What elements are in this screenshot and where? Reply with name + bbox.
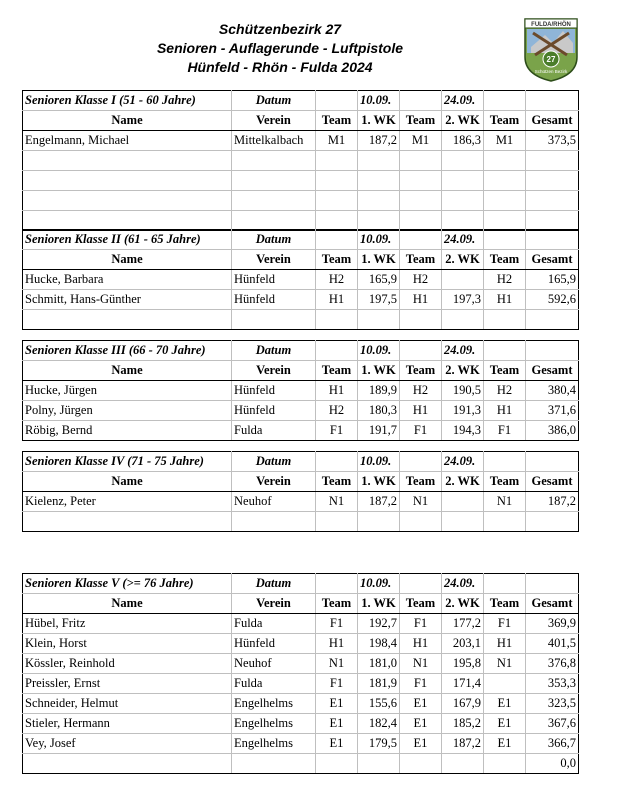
cell-wk1: 191,7 — [358, 421, 400, 441]
cell-wk2 — [442, 211, 484, 231]
col-header-wk1: 1. WK — [358, 594, 400, 614]
cell-gesamt: 376,8 — [526, 654, 579, 674]
section-title-row — [23, 574, 579, 594]
cell-team-3: H1 — [484, 634, 526, 654]
section-title: Senioren Klasse V (>= 76 Jahre) — [23, 574, 232, 594]
cell-team-1: N1 — [316, 492, 358, 512]
cell-team-3: F1 — [484, 614, 526, 634]
col-header-team: Team — [316, 361, 358, 381]
cell-verein — [232, 310, 316, 330]
cell-team-3: E1 — [484, 734, 526, 754]
cell-team-1 — [316, 211, 358, 231]
cell-team-2 — [400, 171, 442, 191]
cell-verein — [232, 151, 316, 171]
cell-team-2: H1 — [400, 634, 442, 654]
section-title-row — [23, 91, 579, 111]
blank-cell — [400, 574, 442, 594]
cell-wk2: 195,8 — [442, 654, 484, 674]
cell-gesamt: 0,0 — [526, 754, 579, 774]
cell-gesamt: 323,5 — [526, 694, 579, 714]
cell-wk1 — [358, 151, 400, 171]
blank-cell — [400, 341, 442, 361]
cell-wk1: 189,9 — [358, 381, 400, 401]
table-row — [23, 734, 579, 754]
cell-name — [23, 310, 232, 330]
column-header-row — [23, 361, 579, 381]
cell-team-3: H2 — [484, 381, 526, 401]
cell-verein: Engelhelms — [232, 694, 316, 714]
cell-team-3: N1 — [484, 492, 526, 512]
cell-wk1: 197,5 — [358, 290, 400, 310]
cell-gesamt: 366,7 — [526, 734, 579, 754]
cell-verein: Neuhof — [232, 492, 316, 512]
col-header-name: Name — [23, 594, 232, 614]
cell-verein: Hünfeld — [232, 290, 316, 310]
cell-wk2: 191,3 — [442, 401, 484, 421]
cell-gesamt: 386,0 — [526, 421, 579, 441]
cell-verein: Fulda — [232, 674, 316, 694]
cell-wk2 — [442, 754, 484, 774]
cell-verein — [232, 754, 316, 774]
cell-wk2 — [442, 151, 484, 171]
blank-cell — [484, 341, 526, 361]
cell-team-3 — [484, 512, 526, 532]
blank-cell — [400, 230, 442, 250]
blank-cell — [526, 230, 579, 250]
cell-team-1: H1 — [316, 381, 358, 401]
cell-team-3 — [484, 191, 526, 211]
col-header-wk1: 1. WK — [358, 111, 400, 131]
cell-gesamt — [526, 191, 579, 211]
blank-cell — [484, 91, 526, 111]
column-header-row — [23, 472, 579, 492]
cell-gesamt: 380,4 — [526, 381, 579, 401]
cell-wk2: 203,1 — [442, 634, 484, 654]
col-header-name: Name — [23, 111, 232, 131]
cell-gesamt — [526, 512, 579, 532]
col-header-team: Team — [484, 250, 526, 270]
cell-team-2: H2 — [400, 270, 442, 290]
cell-wk2 — [442, 171, 484, 191]
cell-team-1: H2 — [316, 401, 358, 421]
cell-team-1: F1 — [316, 614, 358, 634]
cell-name: Schneider, Helmut — [23, 694, 232, 714]
col-header-team: Team — [484, 594, 526, 614]
blank-cell — [526, 341, 579, 361]
cell-team-2: M1 — [400, 131, 442, 151]
col-header-name: Name — [23, 250, 232, 270]
cell-name: Vey, Josef — [23, 734, 232, 754]
cell-team-2: N1 — [400, 654, 442, 674]
cell-wk1: 181,9 — [358, 674, 400, 694]
blank-cell — [400, 91, 442, 111]
section-table-4 — [22, 451, 579, 532]
col-header-team: Team — [400, 594, 442, 614]
col-header-gesamt: Gesamt — [526, 594, 579, 614]
cell-gesamt — [526, 151, 579, 171]
table-row — [23, 674, 579, 694]
table-row — [23, 211, 579, 231]
col-header-wk2: 2. WK — [442, 250, 484, 270]
cell-wk2: 185,2 — [442, 714, 484, 734]
logo-number: 27 — [546, 55, 556, 64]
cell-name: Kielenz, Peter — [23, 492, 232, 512]
cell-team-3: F1 — [484, 421, 526, 441]
cell-verein — [232, 191, 316, 211]
cell-team-2 — [400, 191, 442, 211]
cell-name: Klein, Horst — [23, 634, 232, 654]
cell-gesamt — [526, 211, 579, 231]
cell-team-3 — [484, 310, 526, 330]
cell-wk2: 197,3 — [442, 290, 484, 310]
cell-team-1: E1 — [316, 714, 358, 734]
col-header-wk2: 2. WK — [442, 361, 484, 381]
cell-wk2: 167,9 — [442, 694, 484, 714]
cell-team-1: E1 — [316, 734, 358, 754]
col-header-team: Team — [400, 250, 442, 270]
section-title: Senioren Klasse II (61 - 65 Jahre) — [23, 230, 232, 250]
cell-wk2 — [442, 492, 484, 512]
cell-verein: Engelhelms — [232, 714, 316, 734]
cell-team-1: H2 — [316, 270, 358, 290]
datum-label: Datum — [232, 91, 316, 111]
blank-cell — [400, 452, 442, 472]
cell-verein: Hünfeld — [232, 401, 316, 421]
datum-label: Datum — [232, 452, 316, 472]
cell-name: Röbig, Bernd — [23, 421, 232, 441]
cell-verein — [232, 512, 316, 532]
table-row — [23, 614, 579, 634]
col-header-team: Team — [484, 472, 526, 492]
cell-name: Hübel, Fritz — [23, 614, 232, 634]
col-header-gesamt: Gesamt — [526, 250, 579, 270]
cell-gesamt — [526, 310, 579, 330]
table-row — [23, 270, 579, 290]
cell-team-3 — [484, 171, 526, 191]
col-header-gesamt: Gesamt — [526, 472, 579, 492]
cell-name: Engelmann, Michael — [23, 131, 232, 151]
cell-team-2 — [400, 754, 442, 774]
cell-verein: Fulda — [232, 614, 316, 634]
col-header-gesamt: Gesamt — [526, 361, 579, 381]
cell-gesamt: 592,6 — [526, 290, 579, 310]
cell-wk2: 171,4 — [442, 674, 484, 694]
cell-team-3 — [484, 211, 526, 231]
table-row — [23, 290, 579, 310]
cell-name — [23, 191, 232, 211]
cell-team-1: H1 — [316, 290, 358, 310]
cell-wk1 — [358, 171, 400, 191]
cell-name: Polny, Jürgen — [23, 401, 232, 421]
section-title-row — [23, 230, 579, 250]
cell-wk1: 182,4 — [358, 714, 400, 734]
cell-gesamt: 373,5 — [526, 131, 579, 151]
cell-team-3 — [484, 151, 526, 171]
table-row — [23, 512, 579, 532]
table-row — [23, 191, 579, 211]
cell-team-2: F1 — [400, 614, 442, 634]
section-title: Senioren Klasse I (51 - 60 Jahre) — [23, 91, 232, 111]
cell-wk2 — [442, 270, 484, 290]
cell-team-1 — [316, 754, 358, 774]
cell-wk1: 165,9 — [358, 270, 400, 290]
cell-wk2: 194,3 — [442, 421, 484, 441]
cell-team-3: N1 — [484, 654, 526, 674]
date-1: 10.09. — [358, 91, 400, 111]
cell-verein: Hünfeld — [232, 381, 316, 401]
cell-team-3: M1 — [484, 131, 526, 151]
cell-name: Kössler, Reinhold — [23, 654, 232, 674]
cell-name — [23, 754, 232, 774]
table-row — [23, 754, 579, 774]
cell-wk1 — [358, 512, 400, 532]
cell-team-1 — [316, 512, 358, 532]
cell-team-3: H1 — [484, 290, 526, 310]
col-header-team: Team — [400, 472, 442, 492]
date-2: 24.09. — [442, 341, 484, 361]
logo-bottom-text: Schützen Bezirk — [534, 69, 568, 74]
cell-verein: Hünfeld — [232, 270, 316, 290]
cell-team-3 — [484, 674, 526, 694]
cell-wk1: 181,0 — [358, 654, 400, 674]
cell-team-1: M1 — [316, 131, 358, 151]
col-header-team: Team — [400, 111, 442, 131]
col-header-team: Team — [484, 111, 526, 131]
cell-verein — [232, 171, 316, 191]
section-title: Senioren Klasse IV (71 - 75 Jahre) — [23, 452, 232, 472]
cell-team-2: H2 — [400, 381, 442, 401]
cell-wk1: 155,6 — [358, 694, 400, 714]
cell-team-1 — [316, 171, 358, 191]
cell-wk2: 186,3 — [442, 131, 484, 151]
cell-team-2: E1 — [400, 734, 442, 754]
cell-team-2: F1 — [400, 421, 442, 441]
section-title: Senioren Klasse III (66 - 70 Jahre) — [23, 341, 232, 361]
blank-cell — [484, 452, 526, 472]
cell-wk1 — [358, 191, 400, 211]
cell-wk2 — [442, 191, 484, 211]
col-header-team: Team — [316, 472, 358, 492]
blank-cell — [484, 574, 526, 594]
blank-cell — [316, 341, 358, 361]
cell-verein: Engelhelms — [232, 734, 316, 754]
col-header-verein: Verein — [232, 594, 316, 614]
date-1: 10.09. — [358, 574, 400, 594]
cell-team-2: H1 — [400, 401, 442, 421]
section-table-5 — [22, 573, 579, 774]
table-row — [23, 151, 579, 171]
cell-wk1 — [358, 310, 400, 330]
cell-name: Preissler, Ernst — [23, 674, 232, 694]
blank-cell — [316, 452, 358, 472]
col-header-verein: Verein — [232, 250, 316, 270]
col-header-verein: Verein — [232, 111, 316, 131]
table-row — [23, 492, 579, 512]
cell-wk2 — [442, 512, 484, 532]
col-header-wk1: 1. WK — [358, 361, 400, 381]
cell-gesamt: 367,6 — [526, 714, 579, 734]
column-header-row — [23, 594, 579, 614]
cell-name: Schmitt, Hans-Günther — [23, 290, 232, 310]
cell-verein — [232, 211, 316, 231]
blank-cell — [316, 91, 358, 111]
cell-wk2: 177,2 — [442, 614, 484, 634]
cell-wk1 — [358, 754, 400, 774]
col-header-verein: Verein — [232, 472, 316, 492]
table-row — [23, 694, 579, 714]
cell-gesamt: 353,3 — [526, 674, 579, 694]
header-line-2: Senioren - Auflagerunde - Luftpistole — [156, 40, 404, 56]
col-header-verein: Verein — [232, 361, 316, 381]
cell-verein: Fulda — [232, 421, 316, 441]
cell-verein: Neuhof — [232, 654, 316, 674]
datum-label: Datum — [232, 574, 316, 594]
cell-wk1: 180,3 — [358, 401, 400, 421]
col-header-team: Team — [484, 361, 526, 381]
blank-cell — [526, 452, 579, 472]
table-row — [23, 310, 579, 330]
table-row — [23, 421, 579, 441]
cell-team-3: H1 — [484, 401, 526, 421]
cell-name: Stieler, Hermann — [23, 714, 232, 734]
table-row — [23, 714, 579, 734]
cell-team-1: H1 — [316, 634, 358, 654]
cell-name: Hucke, Jürgen — [23, 381, 232, 401]
cell-team-3 — [484, 754, 526, 774]
cell-gesamt: 165,9 — [526, 270, 579, 290]
header-line-1: Schützenbezirk 27 — [218, 21, 342, 37]
col-header-team: Team — [400, 361, 442, 381]
section-table-3 — [22, 340, 579, 441]
cell-team-3: E1 — [484, 714, 526, 734]
cell-wk2: 187,2 — [442, 734, 484, 754]
date-1: 10.09. — [358, 452, 400, 472]
table-row — [23, 654, 579, 674]
cell-verein: Hünfeld — [232, 634, 316, 654]
table-row — [23, 634, 579, 654]
column-header-row — [23, 250, 579, 270]
cell-name — [23, 151, 232, 171]
cell-wk1: 187,2 — [358, 131, 400, 151]
cell-wk1: 192,7 — [358, 614, 400, 634]
cell-team-1: N1 — [316, 654, 358, 674]
cell-team-2: N1 — [400, 492, 442, 512]
date-1: 10.09. — [358, 341, 400, 361]
section-table-2 — [22, 229, 579, 330]
cell-team-2: E1 — [400, 714, 442, 734]
datum-label: Datum — [232, 230, 316, 250]
col-header-wk2: 2. WK — [442, 472, 484, 492]
cell-wk1: 179,5 — [358, 734, 400, 754]
cell-team-1: E1 — [316, 694, 358, 714]
section-title-row — [23, 452, 579, 472]
datum-label: Datum — [232, 341, 316, 361]
col-header-wk1: 1. WK — [358, 472, 400, 492]
date-2: 24.09. — [442, 230, 484, 250]
date-2: 24.09. — [442, 91, 484, 111]
cell-team-2: F1 — [400, 674, 442, 694]
cell-wk1: 187,2 — [358, 492, 400, 512]
cell-wk2 — [442, 310, 484, 330]
date-1: 10.09. — [358, 230, 400, 250]
col-header-team: Team — [316, 250, 358, 270]
cell-team-2 — [400, 211, 442, 231]
cell-team-2 — [400, 310, 442, 330]
cell-team-3: E1 — [484, 694, 526, 714]
cell-team-1: F1 — [316, 674, 358, 694]
logo-top-text: FULDA/RHÖN — [531, 22, 571, 28]
cell-team-1 — [316, 151, 358, 171]
cell-name — [23, 171, 232, 191]
cell-gesamt — [526, 171, 579, 191]
blank-cell — [484, 230, 526, 250]
cell-team-2 — [400, 512, 442, 532]
section-table-1 — [22, 90, 579, 231]
cell-name: Hucke, Barbara — [23, 270, 232, 290]
date-2: 24.09. — [442, 452, 484, 472]
cell-team-1 — [316, 191, 358, 211]
cell-team-2: E1 — [400, 694, 442, 714]
table-row — [23, 381, 579, 401]
col-header-team: Team — [316, 594, 358, 614]
table-row — [23, 131, 579, 151]
cell-team-1 — [316, 310, 358, 330]
col-header-wk2: 2. WK — [442, 594, 484, 614]
col-header-name: Name — [23, 472, 232, 492]
column-header-row — [23, 111, 579, 131]
cell-name — [23, 512, 232, 532]
cell-gesamt: 369,9 — [526, 614, 579, 634]
table-row — [23, 171, 579, 191]
cell-team-1: F1 — [316, 421, 358, 441]
cell-wk2: 190,5 — [442, 381, 484, 401]
cell-verein: Mittelkalbach — [232, 131, 316, 151]
blank-cell — [316, 230, 358, 250]
district-crest-logo — [523, 17, 579, 83]
col-header-name: Name — [23, 361, 232, 381]
col-header-team: Team — [316, 111, 358, 131]
section-title-row — [23, 341, 579, 361]
cell-wk1 — [358, 211, 400, 231]
cell-team-3: H2 — [484, 270, 526, 290]
date-2: 24.09. — [442, 574, 484, 594]
header-line-3: Hünfeld - Rhön - Fulda 2024 — [187, 59, 373, 75]
cell-gesamt: 187,2 — [526, 492, 579, 512]
col-header-gesamt: Gesamt — [526, 111, 579, 131]
blank-cell — [526, 574, 579, 594]
col-header-wk2: 2. WK — [442, 111, 484, 131]
cell-gesamt: 371,6 — [526, 401, 579, 421]
cell-gesamt: 401,5 — [526, 634, 579, 654]
cell-team-2: H1 — [400, 290, 442, 310]
cell-team-2 — [400, 151, 442, 171]
col-header-wk1: 1. WK — [358, 250, 400, 270]
cell-name — [23, 211, 232, 231]
blank-cell — [316, 574, 358, 594]
table-row — [23, 401, 579, 421]
cell-wk1: 198,4 — [358, 634, 400, 654]
blank-cell — [526, 91, 579, 111]
